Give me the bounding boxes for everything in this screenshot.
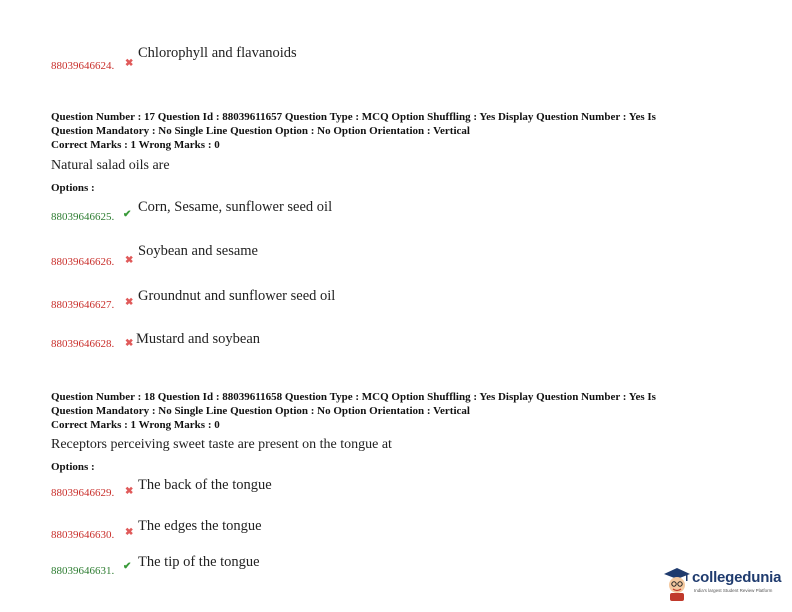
- option-id: 88039646629.: [51, 487, 115, 499]
- option-id: 88039646630.: [51, 529, 115, 541]
- wrong-mark-icon: ✖: [125, 58, 134, 69]
- option-text: The edges the tongue: [138, 518, 262, 534]
- question-18-meta: Question Number : 18 Question Id : 88039611658 Question Type : MCQ Option Shuffling : Yes Display Question Number : Yes Is Question Mandatory : No Single Line Question Option : No Option Orientation : Vertical Correct Marks : 1 Wrong Marks : 0: [51, 391, 656, 431]
- option-text: Chlorophyll and flavanoids: [138, 45, 297, 61]
- option-text: The back of the tongue: [138, 477, 272, 493]
- option-text: Soybean and sesame: [138, 243, 258, 259]
- wrong-mark-icon: ✖: [125, 338, 134, 349]
- question-17-text: Natural salad oils are: [51, 158, 170, 173]
- question-18-text: Receptors perceiving sweet taste are present on the tongue at: [51, 437, 392, 452]
- wrong-mark-icon: ✖: [125, 527, 134, 538]
- correct-check-icon: ✔: [123, 209, 132, 220]
- option-id: 88039646627.: [51, 299, 115, 311]
- option-text: The tip of the tongue: [138, 554, 260, 570]
- option-id: 88039646624.: [51, 60, 115, 72]
- options-label: Options :: [51, 461, 95, 473]
- options-label: Options :: [51, 182, 95, 194]
- option-text: Mustard and soybean: [136, 331, 261, 347]
- wrong-mark-icon: ✖: [125, 297, 134, 308]
- collegedunia-logo: [662, 563, 784, 603]
- logo-name: collegedunia: [692, 569, 782, 586]
- option-text: Groundnut and sunflower seed oil: [138, 288, 336, 304]
- option-text: Corn, Sesame, sunflower seed oil: [138, 199, 333, 215]
- student-mascot-icon: [662, 565, 692, 601]
- option-id: 88039646626.: [51, 256, 115, 268]
- question-17-meta: Question Number : 17 Question Id : 88039611657 Question Type : MCQ Option Shuffling : Yes Display Question Number : Yes Is Question Mandatory : No Single Line Question Option : No Option Orientation : Vertical Correct Marks : 1 Wrong Marks : 0: [51, 111, 656, 151]
- option-id: 88039646631.: [51, 565, 115, 577]
- option-id: 88039646628.: [51, 338, 115, 350]
- wrong-mark-icon: ✖: [125, 486, 134, 497]
- correct-check-icon: ✔: [123, 561, 132, 572]
- wrong-mark-icon: ✖: [125, 255, 134, 266]
- option-id: 88039646625.: [51, 211, 115, 223]
- logo-tagline: India's largest Student Review Platform: [694, 588, 773, 593]
